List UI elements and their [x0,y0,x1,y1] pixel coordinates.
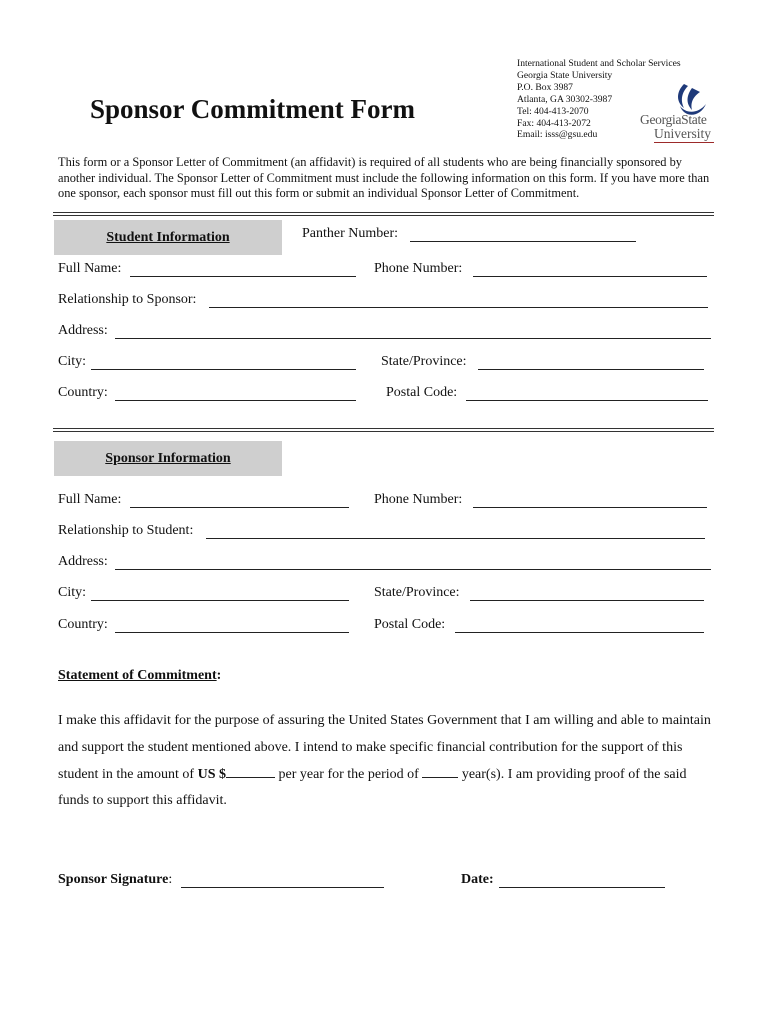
contact-line: International Student and Scholar Services [517,58,681,69]
intro-paragraph: This form or a Sponsor Letter of Commitment (an affidavit) is required of all students who are being financially sponsored by another individual. The Sponsor Letter of Commitment must include the following information on this form. If you have more than one sponsor, each sponsor must fill out this form or submit an individual Sponsor Letter of Commitment. [58,155,710,200]
sponsor-phone-label: Phone Number: [374,492,463,507]
student-state-field[interactable] [478,369,704,370]
sponsor-relationship-label: Relationship to Student: [58,523,194,538]
logo-text-line2: University [654,126,711,141]
student-full-name-label: Full Name: [58,261,122,276]
sponsor-signature-colon: : [168,872,173,887]
sponsor-signature-text: Sponsor Signature [58,872,169,887]
sponsor-section-label: Sponsor Information [54,441,282,476]
currency-label: US $ [197,766,226,782]
panther-number-label: Panther Number: [302,226,399,241]
sponsor-address-label: Address: [58,554,108,569]
contact-line: Atlanta, GA 30302-3987 [517,93,613,105]
contact-line: Fax: 404-413-2072 [517,117,591,129]
sponsor-postal-field[interactable] [455,632,704,633]
student-relationship-label: Relationship to Sponsor: [58,292,197,307]
student-state-label: State/Province: [381,354,467,369]
panther-number-field[interactable] [410,241,636,242]
sponsor-country-field[interactable] [115,632,349,633]
sponsor-full-name-field[interactable] [130,507,349,508]
form-title: Sponsor Commitment Form [90,94,415,124]
statement-heading-colon: : [216,668,222,683]
section-divider [53,428,714,432]
sponsor-full-name-label: Full Name: [58,492,122,507]
gsu-logo [640,82,718,146]
amount-field[interactable] [226,765,275,778]
sponsor-relationship-field[interactable] [206,538,705,539]
sponsor-state-label: State/Province: [374,585,460,600]
student-city-field[interactable] [91,369,356,370]
sponsor-signature-field[interactable] [181,887,384,888]
sponsor-state-field[interactable] [470,600,704,601]
sponsor-city-label: City: [58,585,87,600]
student-postal-field[interactable] [466,400,708,401]
sponsor-address-field[interactable] [115,569,711,570]
sponsor-signature-label [58,872,172,888]
statement-part1: I make this affidavit for the purpose of assuring the United States Government that I am willing and able to maintain and support the student mentioned above. I intend to make specific financial contribution for the support of this student in the amount of [58,713,711,782]
student-postal-label: Postal Code: [386,385,458,400]
student-phone-field[interactable] [473,276,707,277]
statement-part2: per year for the period of [275,766,423,782]
logo-underline [654,142,714,143]
contact-line: Email: isss@gsu.edu [517,129,598,141]
statement-part3: year(s). I am providing proof of the said funds to support this affidavit. [58,766,687,809]
date-label: Date: [461,872,494,887]
student-country-label: Country: [58,385,108,400]
student-section-label: Student Information [54,220,282,255]
years-field[interactable] [422,765,458,778]
student-address-field[interactable] [115,338,711,339]
student-country-field[interactable] [115,400,356,401]
contact-line: Tel: 404-413-2070 [517,105,589,117]
statement-heading-text: Statement of Commitment [58,668,217,683]
statement-paragraph [58,708,718,815]
student-phone-label: Phone Number: [374,261,463,276]
contact-line: P.O. Box 3987 [517,81,573,93]
date-field[interactable] [499,887,665,888]
logo-text-line1: GeorgiaState [640,112,707,127]
student-address-label: Address: [58,323,108,338]
statement-heading [58,668,221,684]
student-full-name-field[interactable] [130,276,356,277]
sponsor-postal-label: Postal Code: [374,617,446,632]
contact-line: Georgia State University [517,69,613,81]
sponsor-city-field[interactable] [91,600,349,601]
section-divider [53,212,714,216]
student-city-label: City: [58,354,87,369]
sponsor-country-label: Country: [58,617,108,632]
sponsor-phone-field[interactable] [473,507,707,508]
student-relationship-field[interactable] [209,307,708,308]
